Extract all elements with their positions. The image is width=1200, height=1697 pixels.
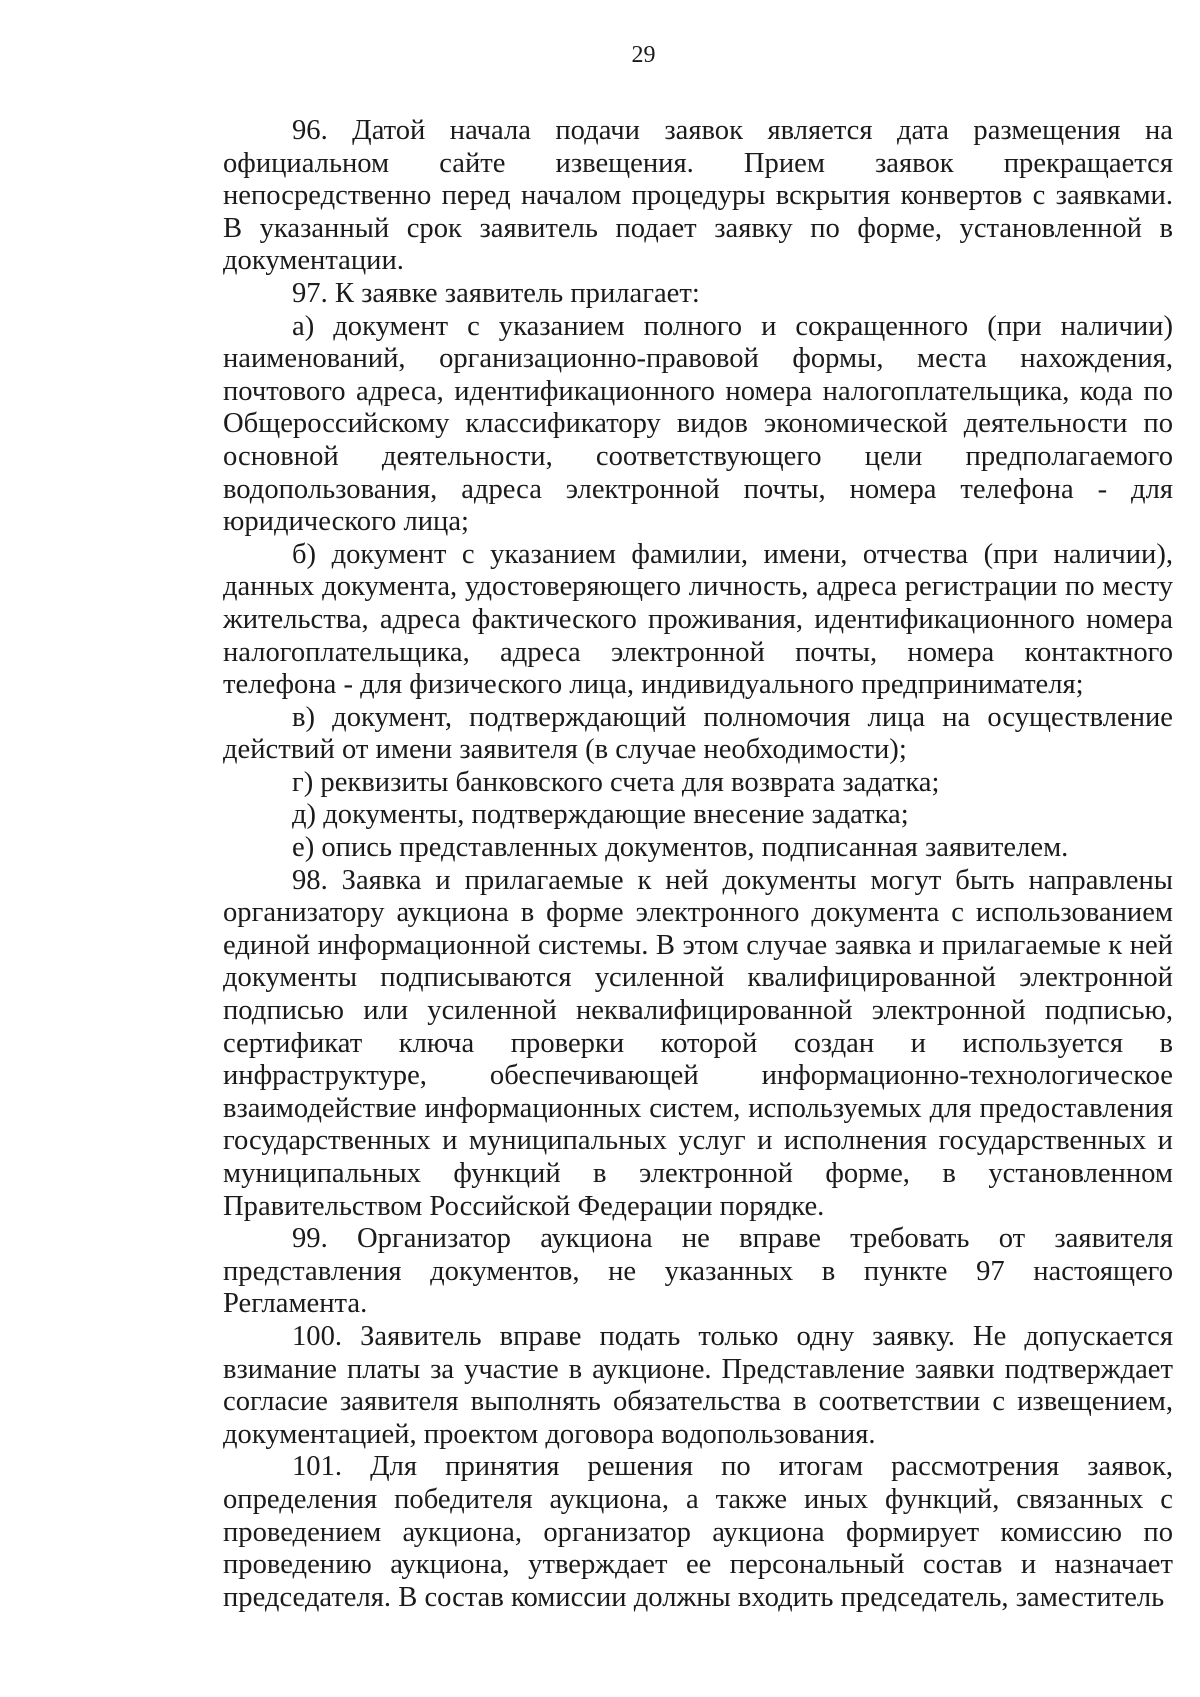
list-item-e: е) опись представленных документов, подписанная заявителем. xyxy=(292,832,1069,864)
paragraph-101: 101. Для принятия решения по итогам рассмотрения заявок, определения победителя аукциона, а также иных функций, связанных с проведением аукциона, организатор аукциона формирует комиссию по проведению аукциона, утверждает ее персональный состав и назначает председателя. В состав комиссии должны входить председатель, заместитель xyxy=(223,1451,1173,1613)
list-item-v: в) документ, подтверждающий полномочия лица на осуществление действий от имени заявителя (в случае необходимости); xyxy=(223,701,1173,766)
list-item-g: г) реквизиты банковского счета для возврата задатка; xyxy=(292,766,940,798)
paragraph-97: 97. К заявке заявитель прилагает: xyxy=(292,277,700,309)
list-item-a: а) документ с указанием полного и сокращенного (при наличии) наименований, организационно-правовой формы, места нахождения, почтового адреса, идентификационного номера налогоплательщика, кода по Общероссийскому классификатору видов экономической деятельности по основной деятельности, соответствующего цели предполагаемого водопользования, адреса электронной почты, номера телефона - для юридического лица; xyxy=(223,310,1173,538)
list-item-d: д) документы, подтверждающие внесение задатка; xyxy=(292,799,909,831)
paragraph-96: 96. Датой начала подачи заявок является дата размещения на официальном сайте извещения. Прием заявок прекращается непосредственно перед началом процедуры вскрытия конвертов с заявками. В указанный срок заявитель подает заявку по форме, установленной в документации. xyxy=(223,115,1173,277)
list-item-b: б) документ с указанием фамилии, имени, отчества (при наличии), данных документа, удостоверяющего личность, адреса регистрации по месту жительства, адреса фактического проживания, идентификационного номера налогоплательщика, адреса электронной почты, номера контактного телефона - для физического лица, индивидуального предпринимателя; xyxy=(223,538,1173,701)
page-number: 29 xyxy=(631,42,656,68)
paragraph-98: 98. Заявка и прилагаемые к ней документы могут быть направлены организатору аукциона в форме электронного документа с использованием единой информационной системы. В этом случае заявка и прилагаемые к ней документы подписываются усиленной квалифицированной электронной подписью или усиленной неквалифицированной электронной подписью, сертификат ключа проверки которой создан и используется в инфраструктуре, обеспечивающей информационно-технологическое взаимодействие информационных систем, используемых для предоставления государственных и муниципальных услуг и исполнения государственных и муниципальных функций в электронной форме, в установленном Правительством Российской Федерации порядке. xyxy=(223,864,1173,1222)
paragraph-100: 100. Заявитель вправе подать только одну заявку. Не допускается взимание платы за участие в аукционе. Представление заявки подтверждает согласие заявителя выполнять обязательства в соответствии с извещением, документацией, проектом договора водопользования. xyxy=(223,1320,1173,1450)
document-body xyxy=(223,115,1173,1614)
paragraph-99: 99. Организатор аукциона не вправе требовать от заявителя представления документов, не указанных в пункте 97 настоящего Регламента. xyxy=(223,1223,1173,1320)
